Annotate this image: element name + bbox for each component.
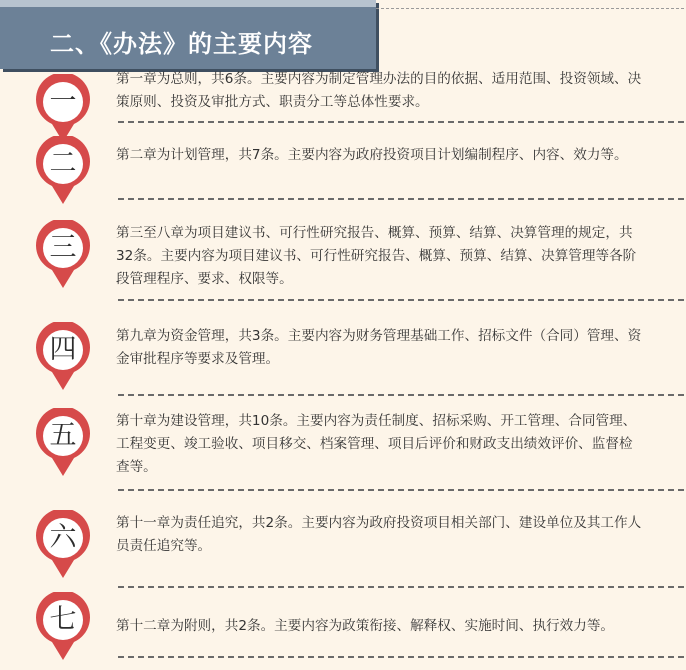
- dashed-divider: [118, 656, 684, 658]
- chapter-numeral: 三: [49, 232, 77, 263]
- chapter-description: 第九章为资金管理，共3条。主要内容为财务管理基础工作、招标文件（合同）管理、资金审批程序等要求及管理。: [116, 328, 642, 367]
- map-pin-icon: [35, 322, 91, 392]
- dashed-divider: [118, 489, 684, 491]
- chapter-description: 第二章为计划管理，共7条。主要内容为政府投资项目计划编制程序、内容、效力等。: [116, 147, 628, 163]
- chapter-description: 第十一章为责任追究，共2条。主要内容为政府投资项目相关部门、建设单位及其工作人员责任追究等。: [116, 515, 642, 554]
- chapter-numeral: 五: [49, 420, 77, 451]
- chapter-numeral: 七: [49, 604, 77, 635]
- chapter-numeral: 一: [49, 86, 77, 117]
- chapter-description: 第一章为总则，共6条。主要内容为制定管理办法的目的依据、适用范围、投资领域、决策原则、投资及审批方式、职责分工等总体性要求。: [116, 71, 642, 110]
- map-pin-icon: [35, 220, 91, 290]
- map-pin-icon: [35, 592, 91, 662]
- dashed-divider: [118, 394, 684, 396]
- chapter-description: 第十二章为附则，共2条。主要内容为政策衔接、解释权、实施时间、执行效力等。: [116, 618, 615, 634]
- dashed-divider: [118, 121, 684, 123]
- chapter-description: 第十章为建设管理，共10条。主要内容为责任制度、招标采购、开工管理、合同管理、工程变更、竣工验收、项目移交、档案管理、项目后评价和财政支出绩效评价、监督检查等。: [116, 413, 637, 475]
- map-pin-icon: [35, 408, 91, 478]
- chapter-numeral: 六: [49, 522, 77, 553]
- dashed-divider: [118, 198, 684, 200]
- dashed-divider: [118, 299, 684, 301]
- page-title: 二、《办法》的主要内容: [50, 30, 313, 58]
- chapter-numeral: 二: [49, 148, 77, 179]
- top-divider: [376, 8, 684, 9]
- chapter-numeral: 四: [49, 334, 77, 365]
- header-accent-strip: [0, 0, 376, 7]
- chapter-description: 第三至八章为项目建议书、可行性研究报告、概算、预算、结算、决算管理的规定，共32条。主要内容为项目建议书、可行性研究报告、概算、预算、结算、决算管理等各阶段管理程序、要求、权限等。: [116, 225, 637, 287]
- dashed-divider: [118, 586, 684, 588]
- section-header: [0, 0, 376, 69]
- map-pin-icon: [35, 136, 91, 206]
- map-pin-icon: [35, 510, 91, 580]
- map-pin-icon: [35, 74, 91, 144]
